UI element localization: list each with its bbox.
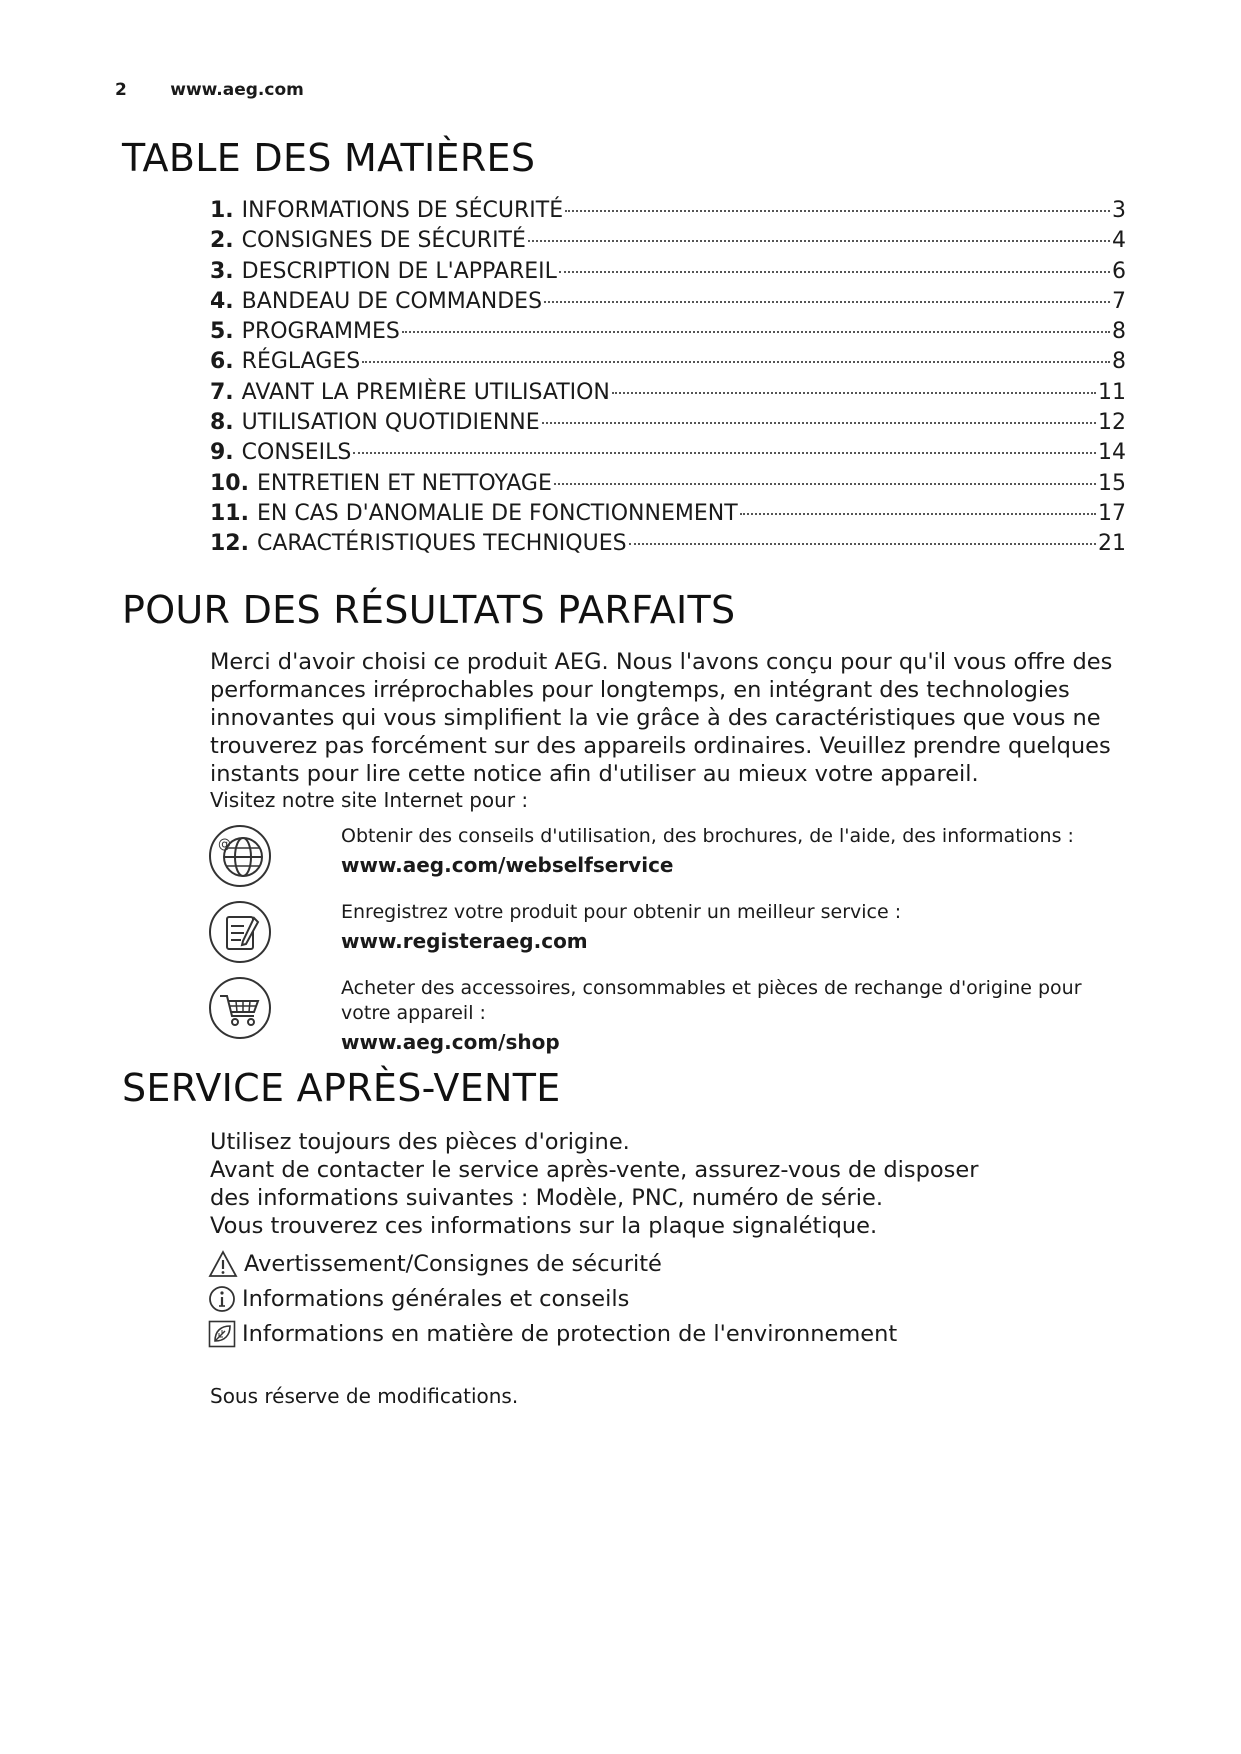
toc-item[interactable]	[210, 287, 1126, 317]
toc-leader	[528, 240, 1110, 242]
results-intro: Merci d'avoir choisi ce produit AEG. Nous l'avons conçu pour qu'il vous offre des performances irréprochables pour longtemps, en intégrant des technologies innovantes qui vous simplifient la vie grâce à des caractéristiques que vous ne trouverez pas forcément sur des appareils ordinaires. Veuillez prendre quelques instants pour lire cette notice afin d'utiliser au mieux votre appareil.	[210, 649, 1113, 787]
toc-item-page: 6	[1112, 258, 1126, 284]
toc-leader	[612, 392, 1096, 394]
svg-text:@: @	[218, 837, 231, 852]
environment-icon	[208, 1320, 236, 1348]
toc-item-title: EN CAS D'ANOMALIE DE FONCTIONNEMENT	[256, 500, 738, 526]
page-header	[115, 80, 304, 100]
shopping-cart-icon	[208, 976, 272, 1040]
toc-item-number: 4.	[210, 288, 234, 314]
service-text-block	[341, 900, 1121, 955]
toc-leader	[362, 361, 1110, 363]
toc-item[interactable]	[210, 317, 1126, 347]
toc-item-page: 4	[1112, 228, 1126, 254]
legend-text: Informations générales et conseils	[242, 1286, 630, 1312]
shop-link[interactable]: www.aeg.com/shop	[341, 1030, 560, 1054]
toc-item[interactable]	[210, 226, 1126, 256]
toc-leader	[559, 271, 1110, 273]
header-site-link[interactable]: www.aeg.com	[170, 80, 304, 100]
service-text-block	[341, 976, 1121, 1056]
toc-leader	[629, 543, 1096, 545]
toc-item[interactable]	[210, 438, 1126, 468]
toc-item-number: 6.	[210, 349, 234, 375]
toc-leader	[542, 422, 1096, 424]
after-sales-line-1: Utilisez toujours des pièces d'origine.	[210, 1129, 630, 1155]
toc-item[interactable]	[210, 408, 1126, 438]
toc-title: TABLE DES MATIÈRES	[122, 136, 536, 180]
toc-item-title: AVANT LA PREMIÈRE UTILISATION	[241, 379, 610, 405]
toc-item-title: ENTRETIEN ET NETTOYAGE	[256, 470, 552, 496]
toc-item-title: DESCRIPTION DE L'APPAREIL	[241, 258, 557, 284]
register-link[interactable]: www.registeraeg.com	[341, 929, 588, 953]
toc-leader	[565, 210, 1110, 212]
toc-item-page: 17	[1098, 500, 1126, 526]
toc-item-number: 7.	[210, 379, 234, 405]
service-text-block	[341, 824, 1121, 879]
legend-text: Informations en matière de protection de l'environnement	[242, 1321, 898, 1347]
legend-warning	[208, 1250, 662, 1278]
toc-item-number: 1.	[210, 198, 234, 223]
visit-label: Visitez notre site Internet pour :	[210, 788, 529, 812]
toc-leader	[554, 483, 1096, 485]
toc-item-title: RÉGLAGES	[241, 349, 361, 375]
toc-item-title: UTILISATION QUOTIDIENNE	[241, 410, 540, 436]
toc-item-number: 12.	[210, 531, 249, 557]
register-icon	[208, 900, 272, 964]
after-sales-line-2: Avant de contacter le service après-vente, assurez-vous de disposer des informations suivantes : Modèle, PNC, numéro de série.	[210, 1157, 979, 1211]
toc-item-page: 12	[1098, 410, 1126, 436]
toc-item-title: INFORMATIONS DE SÉCURITÉ	[241, 198, 564, 223]
toc-item[interactable]	[210, 529, 1126, 559]
toc-leader	[402, 331, 1110, 333]
warning-icon	[208, 1250, 238, 1278]
toc-item[interactable]	[210, 378, 1126, 408]
toc-item-page: 8	[1112, 319, 1126, 345]
toc-item-title: CONSIGNES DE SÉCURITÉ	[241, 228, 526, 254]
legend-text: Avertissement/Consignes de sécurité	[244, 1251, 662, 1277]
toc-item[interactable]	[210, 257, 1126, 287]
toc-item-number: 9.	[210, 440, 234, 466]
toc-item-number: 8.	[210, 410, 234, 436]
toc-leader	[740, 513, 1096, 515]
legend-environment	[208, 1320, 897, 1348]
toc-item-page: 11	[1098, 379, 1126, 405]
globe-icon	[208, 824, 272, 888]
modification-note: Sous réserve de modifications.	[210, 1384, 519, 1408]
toc-item-page: 8	[1112, 349, 1126, 375]
toc-item-title: CONSEILS	[241, 440, 352, 466]
toc-item-number: 11.	[210, 500, 249, 526]
toc-leader	[544, 301, 1110, 303]
toc-item-page: 15	[1098, 470, 1126, 496]
service-description: Obtenir des conseils d'utilisation, des brochures, de l'aide, des informations :	[341, 825, 1074, 847]
toc-item-page: 7	[1112, 288, 1126, 314]
table-of-contents	[210, 196, 1126, 560]
toc-item-number: 2.	[210, 228, 234, 254]
toc-item-title: BANDEAU DE COMMANDES	[241, 288, 543, 314]
toc-item[interactable]	[210, 469, 1126, 499]
toc-item-number: 5.	[210, 319, 234, 345]
info-icon	[208, 1285, 236, 1313]
page-number: 2	[115, 80, 127, 100]
service-description: Enregistrez votre produit pour obtenir un meilleur service :	[341, 901, 902, 923]
toc-item-page: 21	[1098, 531, 1126, 557]
webselfservice-link[interactable]: www.aeg.com/webselfservice	[341, 853, 674, 877]
toc-item-page: 3	[1112, 198, 1126, 223]
toc-item-number: 3.	[210, 258, 234, 284]
after-sales-title: SERVICE APRÈS-VENTE	[122, 1066, 561, 1110]
legend-info	[208, 1285, 629, 1313]
toc-item-title: PROGRAMMES	[241, 319, 400, 345]
toc-item[interactable]	[210, 347, 1126, 377]
after-sales-line-3: Vous trouverez ces informations sur la plaque signalétique.	[210, 1213, 878, 1239]
toc-item[interactable]	[210, 499, 1126, 529]
toc-item[interactable]	[210, 196, 1126, 226]
results-title: POUR DES RÉSULTATS PARFAITS	[122, 588, 736, 632]
toc-item-page: 14	[1098, 440, 1126, 466]
toc-item-number: 10.	[210, 470, 249, 496]
toc-item-title: CARACTÉRISTIQUES TECHNIQUES	[256, 531, 627, 557]
toc-leader	[353, 452, 1096, 454]
service-description: Acheter des accessoires, consommables et pièces de rechange d'origine pour votre appareil :	[341, 977, 1082, 1024]
